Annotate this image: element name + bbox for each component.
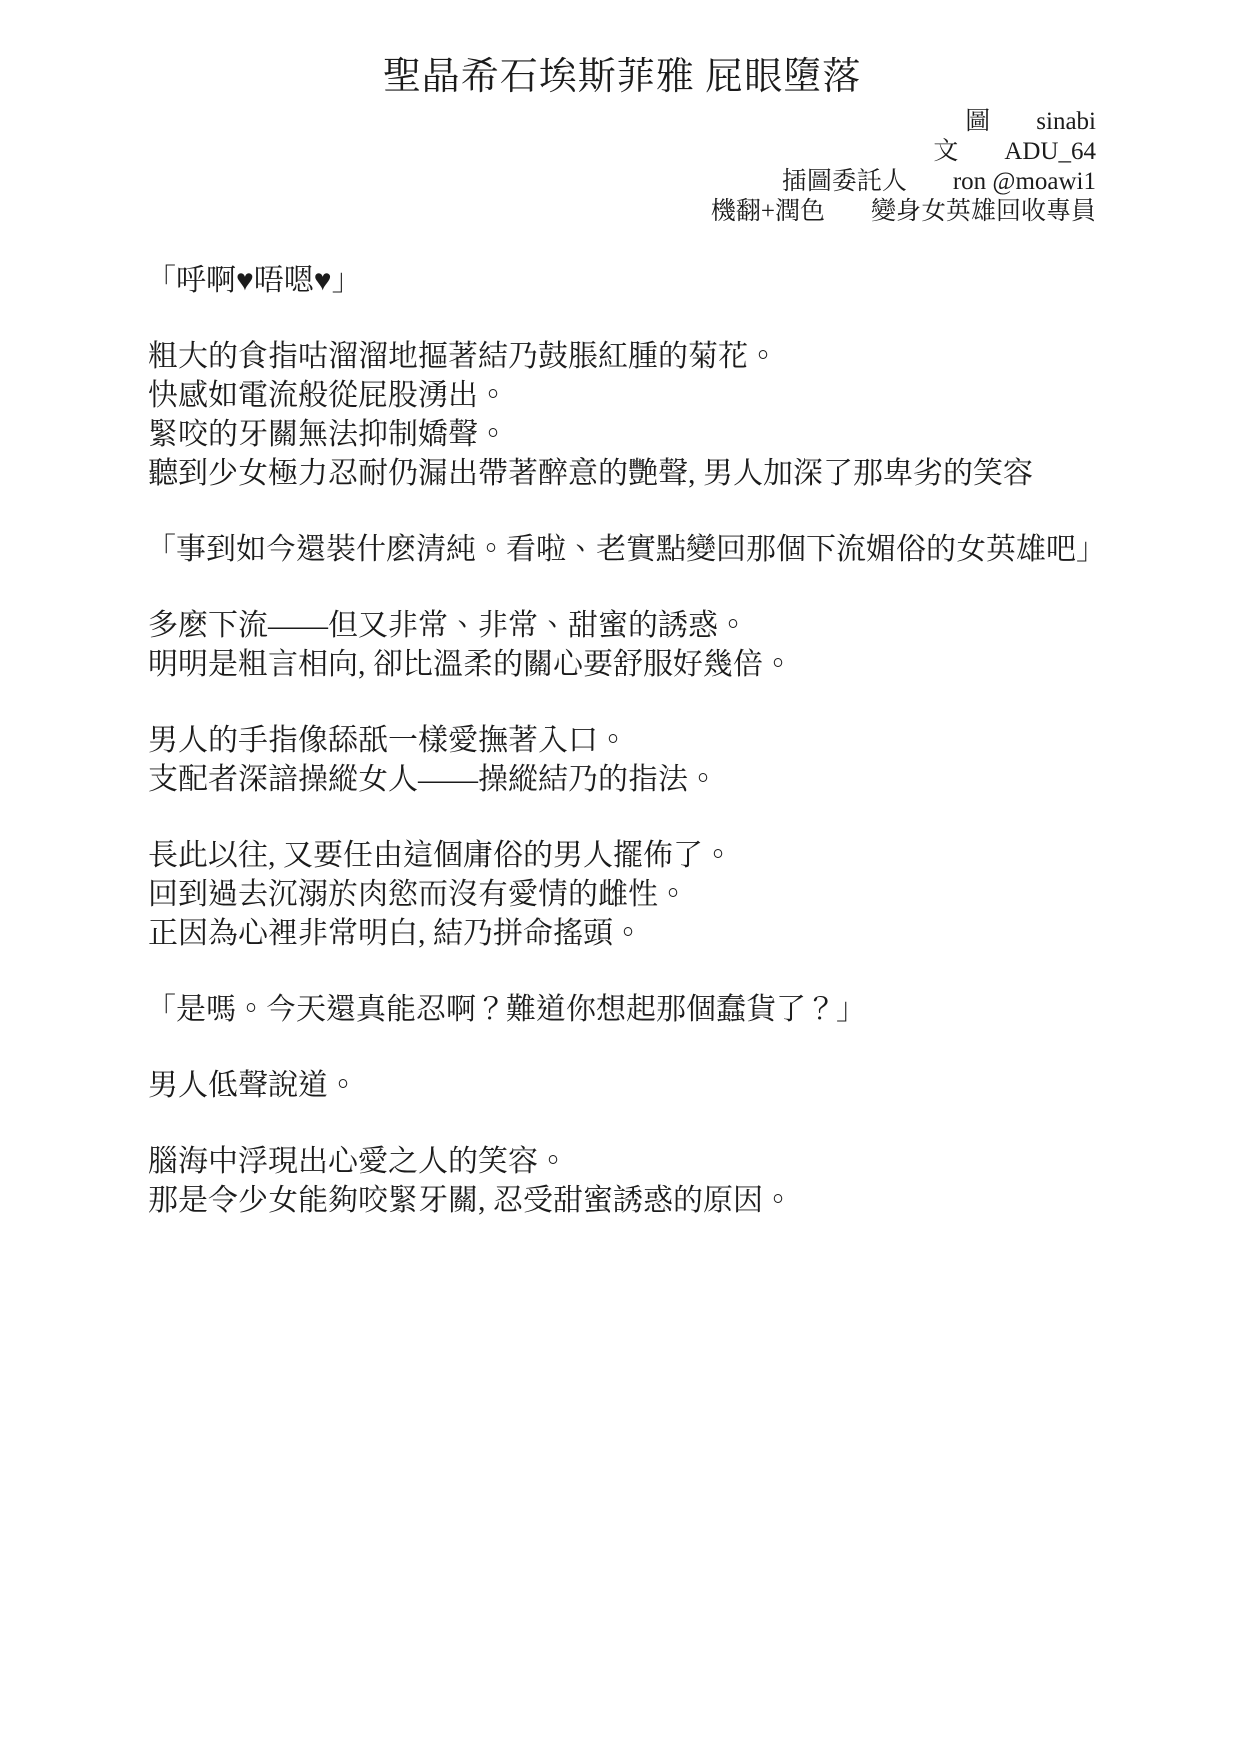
credit-line [148,107,1096,137]
page-title: 聖晶希石埃斯菲雅 屁眼墮落 [382,56,862,98]
text-line: 聽到少女極力忍耐仍漏出帶著醉意的艷聲, 男人加深了那卑劣的笑容 [148,457,1033,490]
credit-line [148,167,1096,197]
text-line: 粗大的食指咕溜溜地摳著結乃鼓脹紅腫的菊花。 [148,340,778,373]
body-text [146,261,1106,1220]
text-line: 男人低聲說道。 [148,1069,358,1102]
text-line: 「呼啊♥唔嗯♥」 [146,264,362,297]
text-line: 腦海中浮現出心愛之人的笑容。 [148,1145,568,1178]
paragraph-narration [148,836,1096,953]
credits-block [148,107,1096,227]
credit-label: 文 [933,138,959,165]
paragraph-narration [148,337,1096,493]
text-line: 正因為心裡非常明白, 結乃拼命搖頭。 [148,917,643,950]
credit-label: 圖 [965,108,991,135]
text-line: 「事到如今還裝什麽清純。看啦、老實點變回那個下流媚俗的女英雄吧」 [146,533,1106,566]
text-line: 回到過去沉溺於肉慾而沒有愛情的雌性。 [148,878,688,911]
text-line: 「是嗎。今天還真能忍啊？難道你想起那個蠢貨了？」 [146,993,866,1026]
paragraph-dialogue [148,261,1096,300]
text-line: 長此以往, 又要任由這個庸俗的男人擺佈了。 [148,839,733,872]
credit-value: 變身女英雄回收專員 [870,198,1096,225]
paragraph-narration [148,721,1096,799]
paragraph-narration [148,606,1096,684]
text-line: 那是令少女能夠咬緊牙關, 忍受甜蜜誘惑的原因。 [148,1184,793,1217]
credit-label: 機翻+潤色 [710,198,825,225]
text-line: 多麽下流——但又非常、非常、甜蜜的誘惑。 [148,609,748,642]
paragraph-narration [148,1142,1096,1220]
credit-value: sinabi [1036,108,1096,135]
text-line: 支配者深諳操縱女人——操縱結乃的指法。 [148,763,718,796]
text-line: 緊咬的牙關無法抑制嬌聲。 [148,418,508,451]
paragraph-dialogue [148,990,1096,1029]
text-line: 快感如電流般從屁股湧出。 [148,379,508,412]
text-line: 明明是粗言相向, 卻比溫柔的關心要舒服好幾倍。 [148,648,793,681]
credit-value: ron @moawi1 [952,168,1096,195]
credit-label: 插圖委託人 [781,168,907,195]
paragraph-narration [148,1066,1096,1105]
text-line: 男人的手指像舔舐一樣愛撫著入口。 [148,724,628,757]
credit-line [148,137,1096,167]
credit-value: ADU_64 [1004,138,1096,165]
credit-line [148,197,1096,227]
paragraph-dialogue [146,530,1106,569]
